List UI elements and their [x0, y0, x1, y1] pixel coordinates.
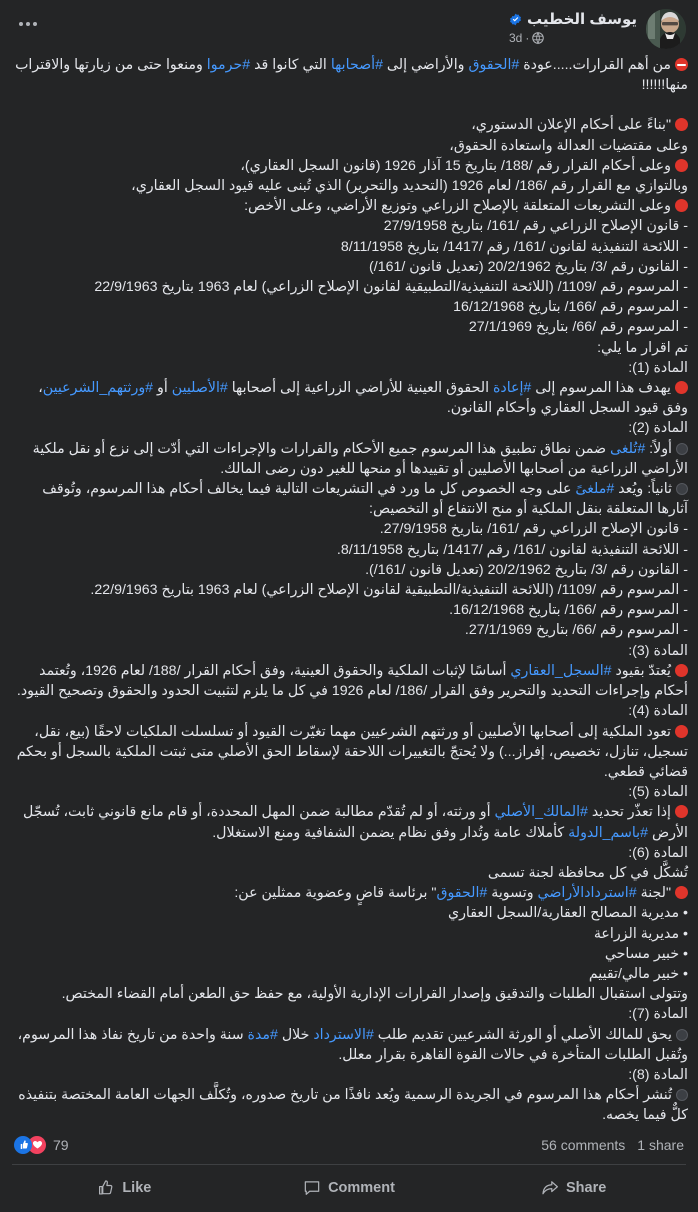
reactions-summary[interactable]	[14, 1136, 69, 1154]
globe-icon[interactable]	[532, 32, 544, 44]
post-text-line: - المرسوم رقم /166/ بتاريخ 16/12/1968	[453, 299, 688, 316]
hashtag-link[interactable]: #مدة	[247, 1026, 278, 1043]
footer-divider	[12, 1164, 686, 1165]
post-text-line: يهدف هذا المرسوم إلى #إعادة الحقوق العينية للأراضي الزراعية إلى أصحابها #الأصليين أو #ورثتهم_الشرعيين، وفق قيود السجل العقاري وأحكام القانون.	[34, 380, 688, 417]
post-text-line: وتتولى استقبال الطلبات والتدقيق وإصدار القرارات الإدارية الأولية، مع حفظ حق الطعن أمام القضاء المختص.	[61, 986, 688, 1003]
red-circle-emoji	[675, 199, 688, 212]
hashtag-link[interactable]: #تُلغى	[610, 440, 646, 457]
hashtag-link[interactable]: #ورثتهم_الشرعيين	[42, 380, 154, 397]
like-button[interactable]	[12, 1168, 237, 1208]
post-text-line: يحق للمالك الأصلي أو الورثة الشرعيين تقديم طلب #الاسترداد خلال #مدة سنة واحدة من تاريخ نفاذ هذا المرسوم، وتُقبل الطلبات المتأخرة في حالات القوة القاهرة بقرار معلل.	[13, 1026, 688, 1063]
hashtag-link[interactable]: #المالك_الأصلي	[494, 804, 588, 821]
hashtag-link[interactable]: #حرموا	[206, 57, 251, 73]
comment-bubble-icon	[303, 1179, 321, 1197]
post-text-line: • خبير مالي/تقييم	[588, 965, 688, 982]
post-text-line: تم اقرار ما يلي:	[597, 339, 688, 356]
red-circle-emoji	[675, 805, 688, 818]
post-text-line: وعلى أحكام القرار رقم /188/ بتاريخ 15 آذار 1926 (قانون السجل العقاري)،	[10, 156, 688, 176]
comments-shares-counts	[541, 1136, 684, 1154]
post-text-line: المادة (2):	[628, 420, 688, 437]
post-text-line: - القانون رقم /3/ بتاريخ 20/2/1962 (تعديل قانون /161/)	[369, 258, 688, 275]
post-actions-row	[12, 1168, 686, 1208]
share-count[interactable]: 1 share	[637, 1136, 684, 1153]
post-text-line: - قانون الإصلاح الزراعي رقم /161/ بتاريخ 27/9/1958	[383, 218, 688, 235]
post-text-line: من أهم القرارات.....عودة #الحقوق والأراضي إلى #أصحابها التي كانوا قد #حرموا ومنعوا حتى من زيارتها والاقتراب منها!!!!!!	[11, 57, 688, 94]
menu-dot	[19, 22, 23, 26]
post-timestamp[interactable]: 3d	[508, 31, 523, 45]
post-text-line: - المرسوم رقم /1109/ (اللائحة التنفيذية/التطبيقية لقانون الإصلاح الزراعي) لعام 1963 بتاريخ 22/9/1963	[94, 279, 688, 296]
post-author-block	[509, 9, 637, 46]
hashtag-link[interactable]: #أصحابها	[330, 57, 383, 73]
author-name[interactable]: يوسف الخطيب	[526, 11, 637, 28]
post-text-line: - المرسوم رقم /1109/ (اللائحة التنفيذية/التطبيقية لقانون الإصلاح الزراعي) لعام 1963 بتاريخ 22/9/1963.	[90, 582, 688, 599]
post-text-line: أولاً: #تُلغى ضمن نطاق تطبيق هذا المرسوم جميع الأحكام والقرارات والإجراءات التي أدّت إلى نزع أو نقل ملكية الأراضي الزراعية من أصحابها الأصليين أو تقييدها أو منحها للغير دون رضى المالك.	[28, 440, 688, 477]
post-text-line: المادة (5):	[628, 784, 688, 801]
post-text-line: "بناءً على أحكام الإعلان الدستوري،	[10, 115, 688, 135]
post-text-line: • مديرية الزراعة	[593, 925, 688, 942]
like-button-label: Like	[122, 1179, 152, 1196]
post-text-line: تُنشر أحكام هذا المرسوم في الجريدة الرسمية ويُعد نافذًا من تاريخ صدوره، وتُكلَّف الجهات العامة المختصة بتنفيذه كلٌّ فيما يخصه.	[14, 1087, 688, 1124]
menu-dot	[33, 22, 37, 26]
post-text-line: تعود الملكية إلى أصحابها الأصليين أو ورثتهم الشرعيين مهما تغيّرت القيود أو تسلسلت الملكيات لاحقًا (بيع، نقل، تسجيل، تنازل، تخصيص، إفراز...) ولا يُحتجّ بالتغييرات اللاحقة لإسقاط الحق الأصلي متى ثبتت الملكية بالسجل أو بحكم قضائي قطعي.	[12, 723, 688, 780]
like-reaction-icon	[14, 1136, 32, 1154]
post-text-line: المادة (3):	[628, 642, 688, 659]
meta-separator: ·	[525, 31, 530, 45]
post-text-line: ثانياً: ويُعد #ملغىً على وجه الخصوص كل ما ورد في التشريعات التالية فيما يخالف أحكام هذا المرسوم، وتُوقف آثارها المتعلقة بنقل الملكية أو منح الانتفاع أو التخصيص:	[38, 481, 688, 518]
author-row	[509, 10, 637, 29]
hashtag-link[interactable]: #باسم_الدولة	[568, 824, 649, 841]
post-text-line: المادة (6):	[628, 844, 688, 861]
comment-button[interactable]	[237, 1168, 462, 1208]
post-text-line: تُشكَّل في كل محافظة لجنة تسمى	[487, 864, 688, 881]
reaction-count: 79	[53, 1136, 69, 1153]
post-text-line: المادة (4):	[628, 703, 688, 720]
hashtag-link[interactable]: #الحقوق	[468, 57, 520, 73]
avatar[interactable]	[646, 9, 686, 49]
post-header	[0, 0, 698, 53]
post-text-line: - القانون رقم /3/ بتاريخ 20/2/1962 (تعديل قانون /161/).	[365, 561, 688, 578]
share-button[interactable]	[461, 1168, 686, 1208]
post-text-line: - المرسوم رقم /166/ بتاريخ 16/12/1968.	[449, 602, 688, 619]
menu-dot	[26, 22, 30, 26]
red-circle-emoji	[675, 886, 688, 899]
share-arrow-icon	[541, 1179, 559, 1197]
post-text-line: - قانون الإصلاح الزراعي رقم /161/ بتاريخ 27/9/1958.	[379, 521, 688, 538]
text-spacer	[10, 95, 688, 115]
hashtag-link[interactable]: #استردادالأراضي	[537, 885, 637, 902]
post-text-line: المادة (8):	[628, 1066, 688, 1083]
red-circle-emoji	[675, 725, 688, 738]
hashtag-link[interactable]: #ملغىً	[575, 481, 615, 498]
black-circle-emoji	[676, 1089, 688, 1101]
post-text-line: وبالتوازي مع القرار رقم /186/ لعام 1926 (التحديد والتحرير) الذي تُبنى عليه قيود السجل العقاري،	[131, 178, 688, 195]
post-text-line: يُعتدّ بقيود #السجل_العقاري أساسًا لإثبات الملكية والحقوق العينية، وفق أحكام القرار /188/ لعام 1926، وتُعتمد أحكام وإجراءات التحديد والتحرير وفق القرار /186/ لعام 1926 في كل ما يلزم لتثبيت الحدود والحقوق وتصحيح القيود.	[16, 662, 688, 700]
post-text-line: - اللائحة التنفيذية لقانون /161/ رقم /1417/ بتاريخ 8/11/1958.	[336, 541, 688, 558]
post-meta	[509, 30, 637, 46]
engagement-counts-row	[12, 1126, 686, 1164]
post-text-line: المادة (1):	[628, 359, 688, 376]
post-text-line: وعلى التشريعات المتعلقة بالإصلاح الزراعي وتوزيع الأراضي، وعلى الأخص:	[10, 196, 688, 216]
comment-count[interactable]: 56 comments	[541, 1136, 626, 1153]
black-circle-emoji	[676, 1029, 688, 1041]
post-text-line: المادة (7):	[628, 1006, 688, 1023]
thumbs-up-icon	[97, 1179, 115, 1197]
post-text-line: • خبير مساحي	[604, 945, 688, 962]
post-text-line: إذا تعذّر تحديد #المالك_الأصلي أو ورثته، أو لم تُقدّم مطالبة ضمن المهل المحددة، أو قام مانع قانوني ثابت، تُسجّل الأرض #باسم_الدولة كأملاك عامة وتُدار وفق نظام يضمن الشفافية ومنع الاستغلال.	[19, 804, 688, 841]
hashtag-link[interactable]: #الحقوق	[436, 885, 488, 902]
post-text-body	[0, 53, 698, 1126]
red-circle-emoji	[675, 381, 688, 394]
post-options-menu-button[interactable]	[12, 14, 44, 34]
hashtag-link[interactable]: #الأصليين	[171, 380, 228, 397]
black-circle-emoji	[676, 443, 688, 455]
post-footer	[0, 1126, 698, 1212]
red-circle-emoji	[675, 118, 688, 131]
verified-badge-icon	[509, 13, 522, 26]
red-circle-emoji	[675, 159, 688, 172]
hashtag-link[interactable]: #الاسترداد	[313, 1026, 374, 1043]
post-text-line: - اللائحة التنفيذية لقانون /161/ رقم /1417/ بتاريخ 8/11/1958	[340, 238, 688, 255]
hashtag-link[interactable]: #إعادة	[492, 380, 532, 397]
hashtag-link[interactable]: #السجل_العقاري	[510, 662, 612, 679]
post-text-line: وعلى مقتضيات العدالة واستعادة الحقوق،	[449, 137, 688, 154]
post-text-line: "لجنة #استردادالأراضي وتسوية #الحقوق" برئاسة قاضٍ وعضوية ممثلين عن:	[10, 883, 688, 903]
post-text-line: • مديرية المصالح العقارية/السجل العقاري	[447, 905, 688, 922]
post-text-line: - المرسوم رقم /66/ بتاريخ 27/1/1969.	[464, 622, 688, 639]
no-entry-emoji	[675, 58, 688, 71]
black-circle-emoji	[676, 483, 688, 495]
comment-button-label: Comment	[328, 1179, 395, 1196]
share-button-label: Share	[566, 1179, 607, 1196]
post-text-line: - المرسوم رقم /66/ بتاريخ 27/1/1969	[468, 319, 688, 336]
red-circle-emoji	[675, 664, 688, 677]
